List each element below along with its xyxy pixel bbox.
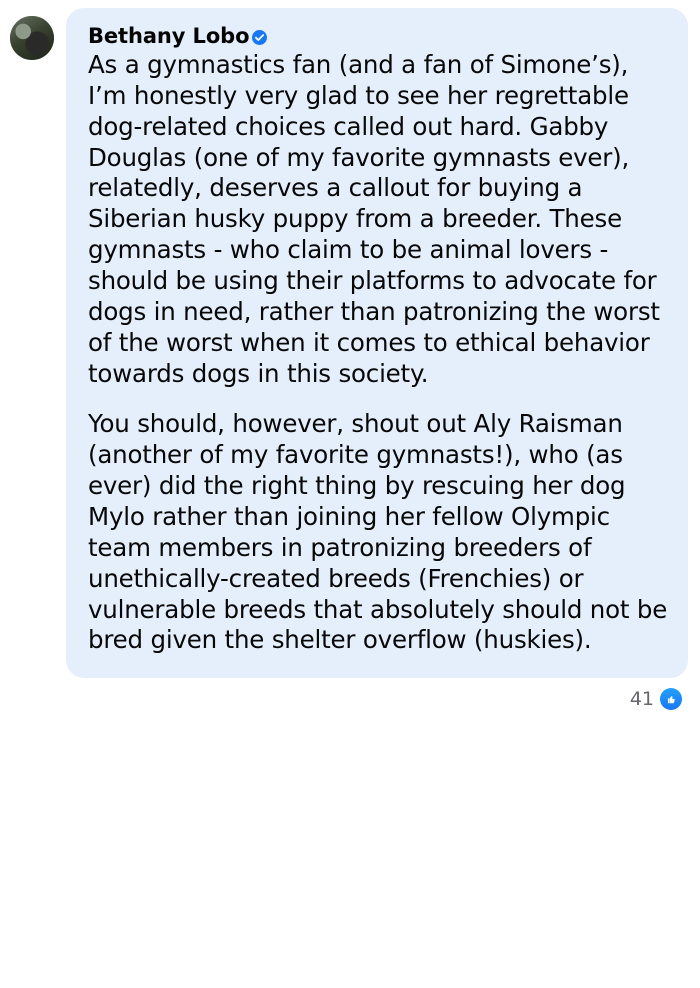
comment-text [88, 50, 668, 656]
comment-bubble [66, 8, 688, 678]
comment-paragraph: You should, however, shout out Aly Raisman (another of my favorite gymnasts!), who (as ever) did the right thing by rescuing her dog Mylo rather than joining her fellow Olympic team members in patronizing breeders of unethically-created breeds (Frenchies) or vulnerable breeds that absolutely should not be bred given the shelter overflow (huskies). [88, 409, 668, 655]
verified-badge-icon [252, 30, 267, 45]
thumbs-up-icon[interactable] [660, 688, 682, 710]
reactions-row [66, 678, 688, 710]
author-name[interactable]: Bethany Lobo [88, 24, 250, 48]
reaction-count[interactable]: 41 [629, 688, 654, 711]
comment-paragraph: As a gymnastics fan (and a fan of Simone’s), I’m honestly very glad to see her regrettable dog-related choices called out hard. Gabby Douglas (one of my favorite gymnasts ever), relatedly, deserves a callout for buying a Siberian husky puppy from a breeder. These gymnasts - who claim to be animal lovers - should be using their platforms to advocate for dogs in need, rather than patronizing the worst of the worst when it comes to ethical behavior towards dogs in this society. [88, 50, 660, 388]
avatar[interactable] [10, 16, 54, 60]
author-line [88, 24, 668, 48]
user-avatar-image [10, 16, 54, 60]
comment-body-column [66, 8, 688, 710]
